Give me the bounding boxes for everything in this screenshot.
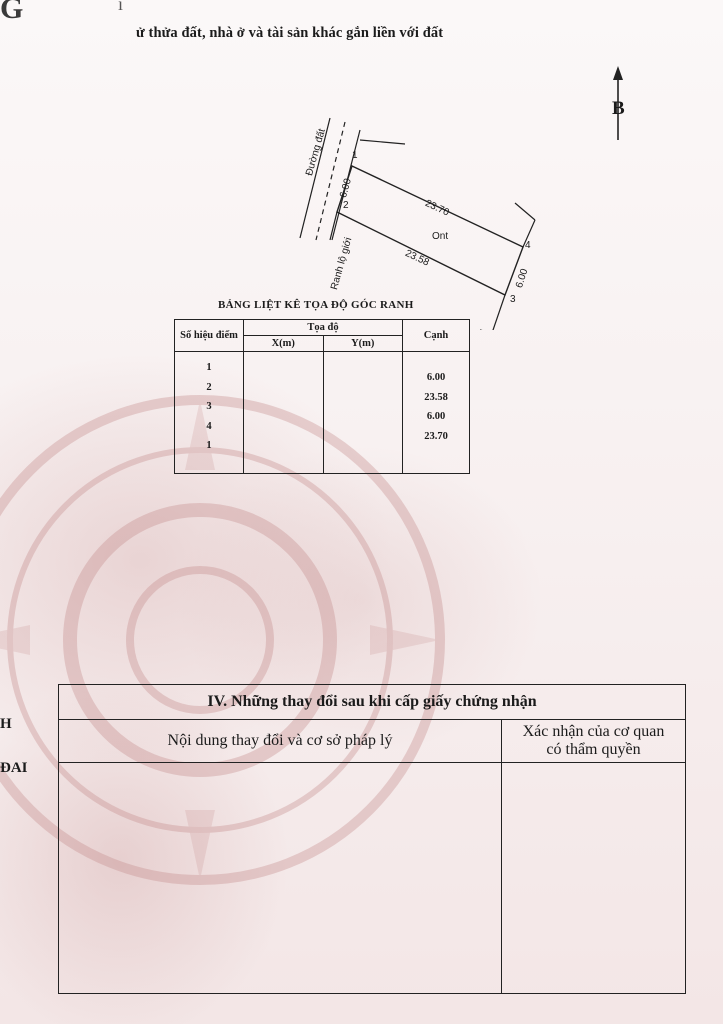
top-mark: ı bbox=[118, 0, 124, 14]
boundary-stub-top-left bbox=[360, 140, 405, 144]
north-label: B bbox=[612, 98, 625, 119]
point-label-4: 4 bbox=[525, 240, 531, 251]
corner-letter: G bbox=[0, 0, 24, 25]
changes-confirm-cell bbox=[502, 763, 686, 994]
coord-edge: 6.00 bbox=[426, 411, 446, 422]
coord-edge: 6.00 bbox=[426, 372, 446, 383]
coord-y-column bbox=[323, 352, 403, 474]
boundary-label: Ranh lộ giới bbox=[329, 236, 355, 292]
changes-title: IV. Những thay đổi sau khi cấp giấy chứng nhận bbox=[59, 685, 686, 720]
coord-header-x: X(m) bbox=[244, 336, 324, 352]
coord-header-coords: Tọa độ bbox=[244, 320, 403, 336]
coord-point: 2 bbox=[206, 381, 212, 393]
changes-col-confirm bbox=[502, 720, 686, 763]
parcel-outline bbox=[337, 166, 523, 295]
coord-table bbox=[174, 319, 470, 474]
edge-right-length: 6.00 bbox=[514, 267, 531, 290]
coord-header-edge: Cạnh bbox=[403, 320, 470, 352]
point-label-1: 1 bbox=[352, 150, 358, 161]
north-arrow-head bbox=[613, 66, 623, 80]
coord-header-point: Số hiệu điểm bbox=[175, 320, 244, 352]
changes-col-confirm-line1: Xác nhận của cơ quan bbox=[522, 723, 665, 740]
boundary-stub-right-end bbox=[515, 203, 535, 220]
changes-table bbox=[58, 684, 686, 994]
coord-edge-column bbox=[403, 352, 470, 474]
coord-table-title: BẢNG LIỆT KÊ TỌA ĐỘ GÓC RANH bbox=[218, 299, 414, 311]
edge-left-length: 6.00 bbox=[338, 177, 354, 200]
changes-col-content: Nội dung thay đổi và cơ sở pháp lý bbox=[59, 720, 502, 763]
land-type-label: Ont bbox=[432, 231, 449, 242]
changes-content-cell bbox=[59, 763, 502, 994]
coord-edge: 23.58 bbox=[424, 391, 448, 403]
point-label-3: 3 bbox=[510, 294, 516, 305]
road-label: Đường đất bbox=[304, 127, 328, 178]
section-header: ử thửa đất, nhà ở và tài sản khác gắn liền với đất bbox=[136, 25, 444, 41]
side-label-2: ĐAI bbox=[0, 760, 28, 776]
coord-x-column bbox=[244, 352, 324, 474]
coord-point: 1 bbox=[206, 362, 212, 373]
point-label-2: 2 bbox=[343, 200, 349, 211]
coord-point: 4 bbox=[206, 420, 212, 432]
changes-col-confirm-line2: có thẩm quyền bbox=[546, 741, 641, 758]
edge-top-length: 23.70 bbox=[423, 198, 451, 219]
edge-bottom-length: 23.58 bbox=[403, 248, 431, 269]
coord-point: 1 bbox=[206, 440, 212, 451]
coord-header-y: Y(m) bbox=[323, 336, 403, 352]
coord-point: 3 bbox=[206, 401, 212, 412]
coord-point-column bbox=[175, 352, 244, 474]
coord-edge: 23.70 bbox=[424, 430, 448, 442]
side-label-1: H bbox=[0, 716, 12, 732]
land-plot-diagram bbox=[0, 0, 723, 330]
boundary-stub-bottom bbox=[492, 295, 505, 330]
